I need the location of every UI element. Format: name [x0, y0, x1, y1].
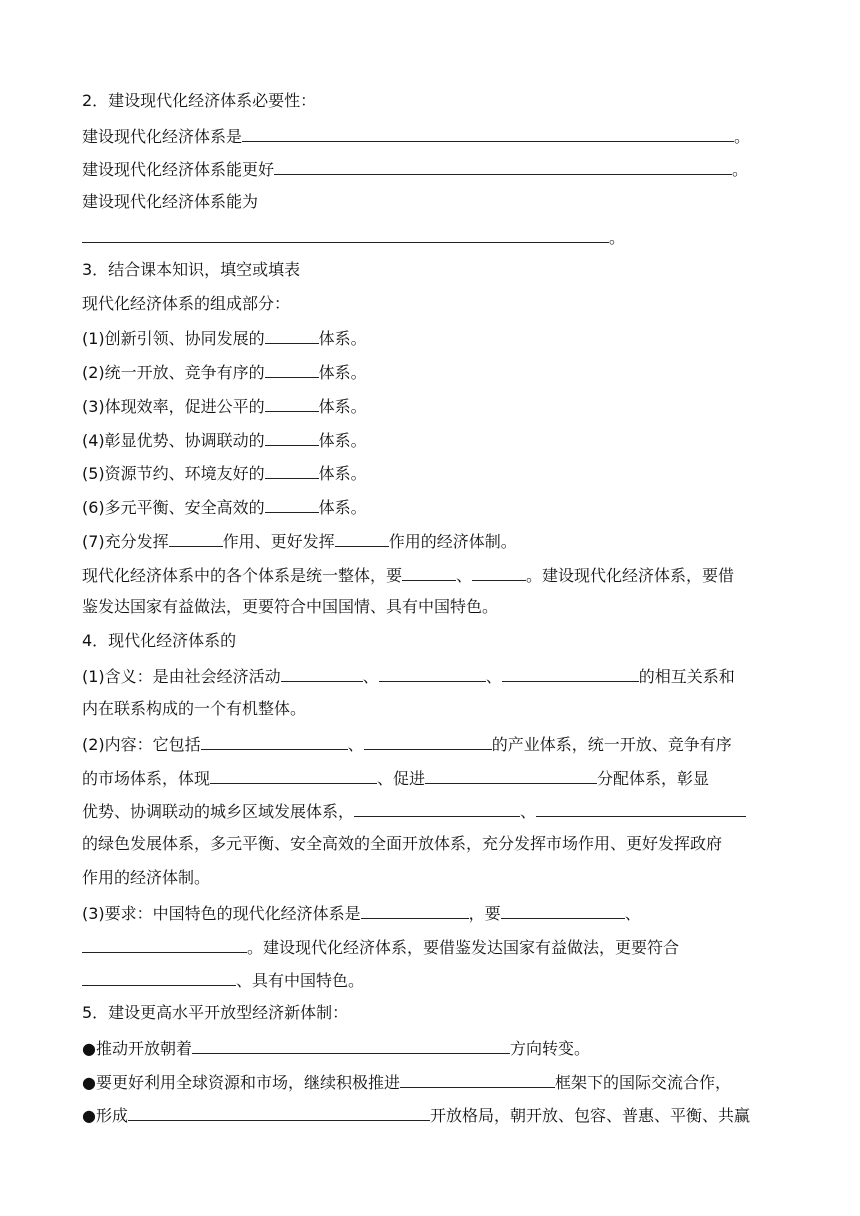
necessity-line-2	[82, 158, 778, 180]
answer-blank[interactable]	[169, 530, 223, 547]
answer-blank[interactable]	[501, 902, 625, 919]
text: (2)内容：它包括	[82, 735, 201, 754]
answer-blank[interactable]	[82, 936, 247, 953]
text: 体系。	[318, 464, 367, 483]
meaning-line-1	[82, 665, 778, 687]
answer-blank[interactable]	[361, 902, 469, 919]
answer-blank[interactable]	[379, 665, 486, 682]
text: 优势、协调联动的城乡区域发展体系，	[82, 802, 355, 821]
text: 鉴发达国家有益做法，更要符合中国国情、具有中国特色。	[82, 597, 499, 616]
opening-bullet-1	[82, 1037, 778, 1059]
answer-blank[interactable]	[265, 395, 319, 412]
text: (5)资源节约、环境友好的	[82, 464, 265, 483]
requirement-line-2	[82, 936, 778, 958]
text: 。建设现代化经济体系，要借	[526, 566, 735, 585]
text: 方向转变。	[509, 1039, 590, 1058]
answer-blank[interactable]	[128, 1104, 430, 1121]
text: 体系。	[318, 329, 367, 348]
answer-blank[interactable]	[472, 564, 526, 581]
text: 体系。	[318, 498, 367, 517]
answer-blank[interactable]	[425, 767, 597, 784]
text: 的绿色发展体系，多元平衡、安全高效的全面开放体系，充分发挥市场作用、更好发挥政府	[82, 834, 723, 853]
meaning-line-2	[82, 699, 778, 719]
component-item-2	[82, 361, 778, 383]
text: (3)要求：中国特色的现代化经济体系是	[82, 904, 361, 923]
answer-blank[interactable]	[400, 1071, 555, 1088]
text: 现代化经济体系中的各个体系是统一整体，要	[82, 566, 403, 585]
answer-blank[interactable]	[265, 429, 319, 446]
text: ●推动开放朝着	[82, 1039, 192, 1058]
text: 作用的经济体制。	[82, 868, 211, 887]
text: 、促进	[377, 769, 426, 788]
unity-line-2	[82, 597, 778, 617]
answer-blank[interactable]	[82, 226, 609, 243]
text: 、	[456, 566, 473, 585]
text: 的市场体系，体现	[82, 769, 211, 788]
opening-bullet-3	[82, 1104, 778, 1126]
text: 分配体系，彰显	[597, 769, 710, 788]
text: 体系。	[318, 363, 367, 382]
text: 内在联系构成的一个有机整体。	[82, 699, 307, 718]
text: (1)含义：是由社会经济活动	[82, 667, 281, 686]
text: 。	[609, 228, 626, 247]
answer-blank[interactable]	[281, 665, 363, 682]
answer-blank[interactable]	[335, 530, 389, 547]
text: 4．现代化经济体系的	[82, 631, 237, 650]
answer-blank[interactable]	[265, 496, 319, 513]
section-3-heading	[82, 260, 778, 280]
text: 框架下的国际交流合作，	[554, 1073, 731, 1092]
text: (2)统一开放、竞争有序的	[82, 363, 265, 382]
necessity-line-1	[82, 125, 778, 147]
text: ●形成	[82, 1106, 128, 1125]
text: 。	[732, 160, 749, 179]
answer-blank[interactable]	[536, 800, 746, 817]
section-5-heading	[82, 1003, 778, 1023]
answer-blank[interactable]	[402, 564, 456, 581]
text: 现代化经济体系的组成部分：	[82, 294, 291, 313]
content-line-5	[82, 868, 778, 888]
answer-blank[interactable]	[354, 800, 520, 817]
text: 、	[347, 735, 364, 754]
text: 体系。	[318, 397, 367, 416]
text: 的相互关系和	[638, 667, 735, 686]
answer-blank[interactable]	[82, 969, 236, 986]
text: (1)创新引领、协同发展的	[82, 329, 265, 348]
component-item-3	[82, 395, 778, 417]
component-item-4	[82, 429, 778, 451]
content-line-3	[82, 800, 778, 822]
answer-blank[interactable]	[210, 767, 377, 784]
text: 开放格局，朝开放、包容、普惠、平衡、共赢	[429, 1106, 750, 1125]
text: ，要	[468, 904, 501, 923]
answer-blank[interactable]	[265, 361, 319, 378]
unity-line-1	[82, 564, 778, 586]
section-2-heading	[82, 91, 778, 111]
text: 作用的经济体制。	[388, 532, 517, 551]
text: 建设现代化经济体系能更好	[82, 160, 275, 179]
components-intro	[82, 294, 778, 314]
text: (4)彰显优势、协调联动的	[82, 431, 265, 450]
component-item-7	[82, 530, 778, 552]
text: 、	[520, 802, 537, 821]
section-4-heading	[82, 631, 778, 651]
text: 作用、更好发挥	[222, 532, 335, 551]
text: 体系。	[318, 431, 367, 450]
text: 3．结合课本知识，填空或填表	[82, 260, 301, 279]
text: 建设现代化经济体系能为	[82, 192, 259, 211]
answer-blank[interactable]	[265, 327, 319, 344]
text: ●要更好利用全球资源和市场，继续积极推进	[82, 1073, 400, 1092]
answer-blank[interactable]	[201, 733, 348, 750]
text: 、	[485, 667, 502, 686]
text: 。	[734, 127, 751, 146]
necessity-line-3	[82, 192, 778, 212]
text: 建设现代化经济体系是	[82, 127, 243, 146]
text: 5．建设更高水平开放型经济新体制：	[82, 1003, 349, 1022]
component-item-5	[82, 462, 778, 484]
text: 、	[362, 667, 379, 686]
component-item-1	[82, 327, 778, 349]
text: 、具有中国特色。	[236, 971, 365, 990]
text: (3)体现效率，促进公平的	[82, 397, 265, 416]
answer-blank[interactable]	[265, 462, 319, 479]
text: (7)充分发挥	[82, 532, 169, 551]
component-item-6	[82, 496, 778, 518]
text: 的产业体系，统一开放、竞争有序	[491, 735, 732, 754]
opening-bullet-2	[82, 1071, 778, 1093]
answer-blank[interactable]	[192, 1037, 510, 1054]
text: 2．建设现代化经济体系必要性：	[82, 91, 317, 110]
text: (6)多元平衡、安全高效的	[82, 498, 265, 517]
text: 。建设现代化经济体系，要借鉴发达国家有益做法，更要符合	[247, 938, 680, 957]
answer-blank[interactable]	[274, 158, 732, 175]
text: 、	[624, 904, 641, 923]
content-line-4	[82, 834, 778, 854]
answer-blank[interactable]	[502, 665, 639, 682]
requirement-line-1	[82, 902, 778, 924]
answer-blank[interactable]	[364, 733, 492, 750]
content-line-2	[82, 767, 778, 789]
necessity-line-3-blank	[82, 226, 778, 248]
answer-blank[interactable]	[242, 125, 734, 142]
requirement-line-3	[82, 969, 778, 991]
content-line-1	[82, 733, 778, 755]
